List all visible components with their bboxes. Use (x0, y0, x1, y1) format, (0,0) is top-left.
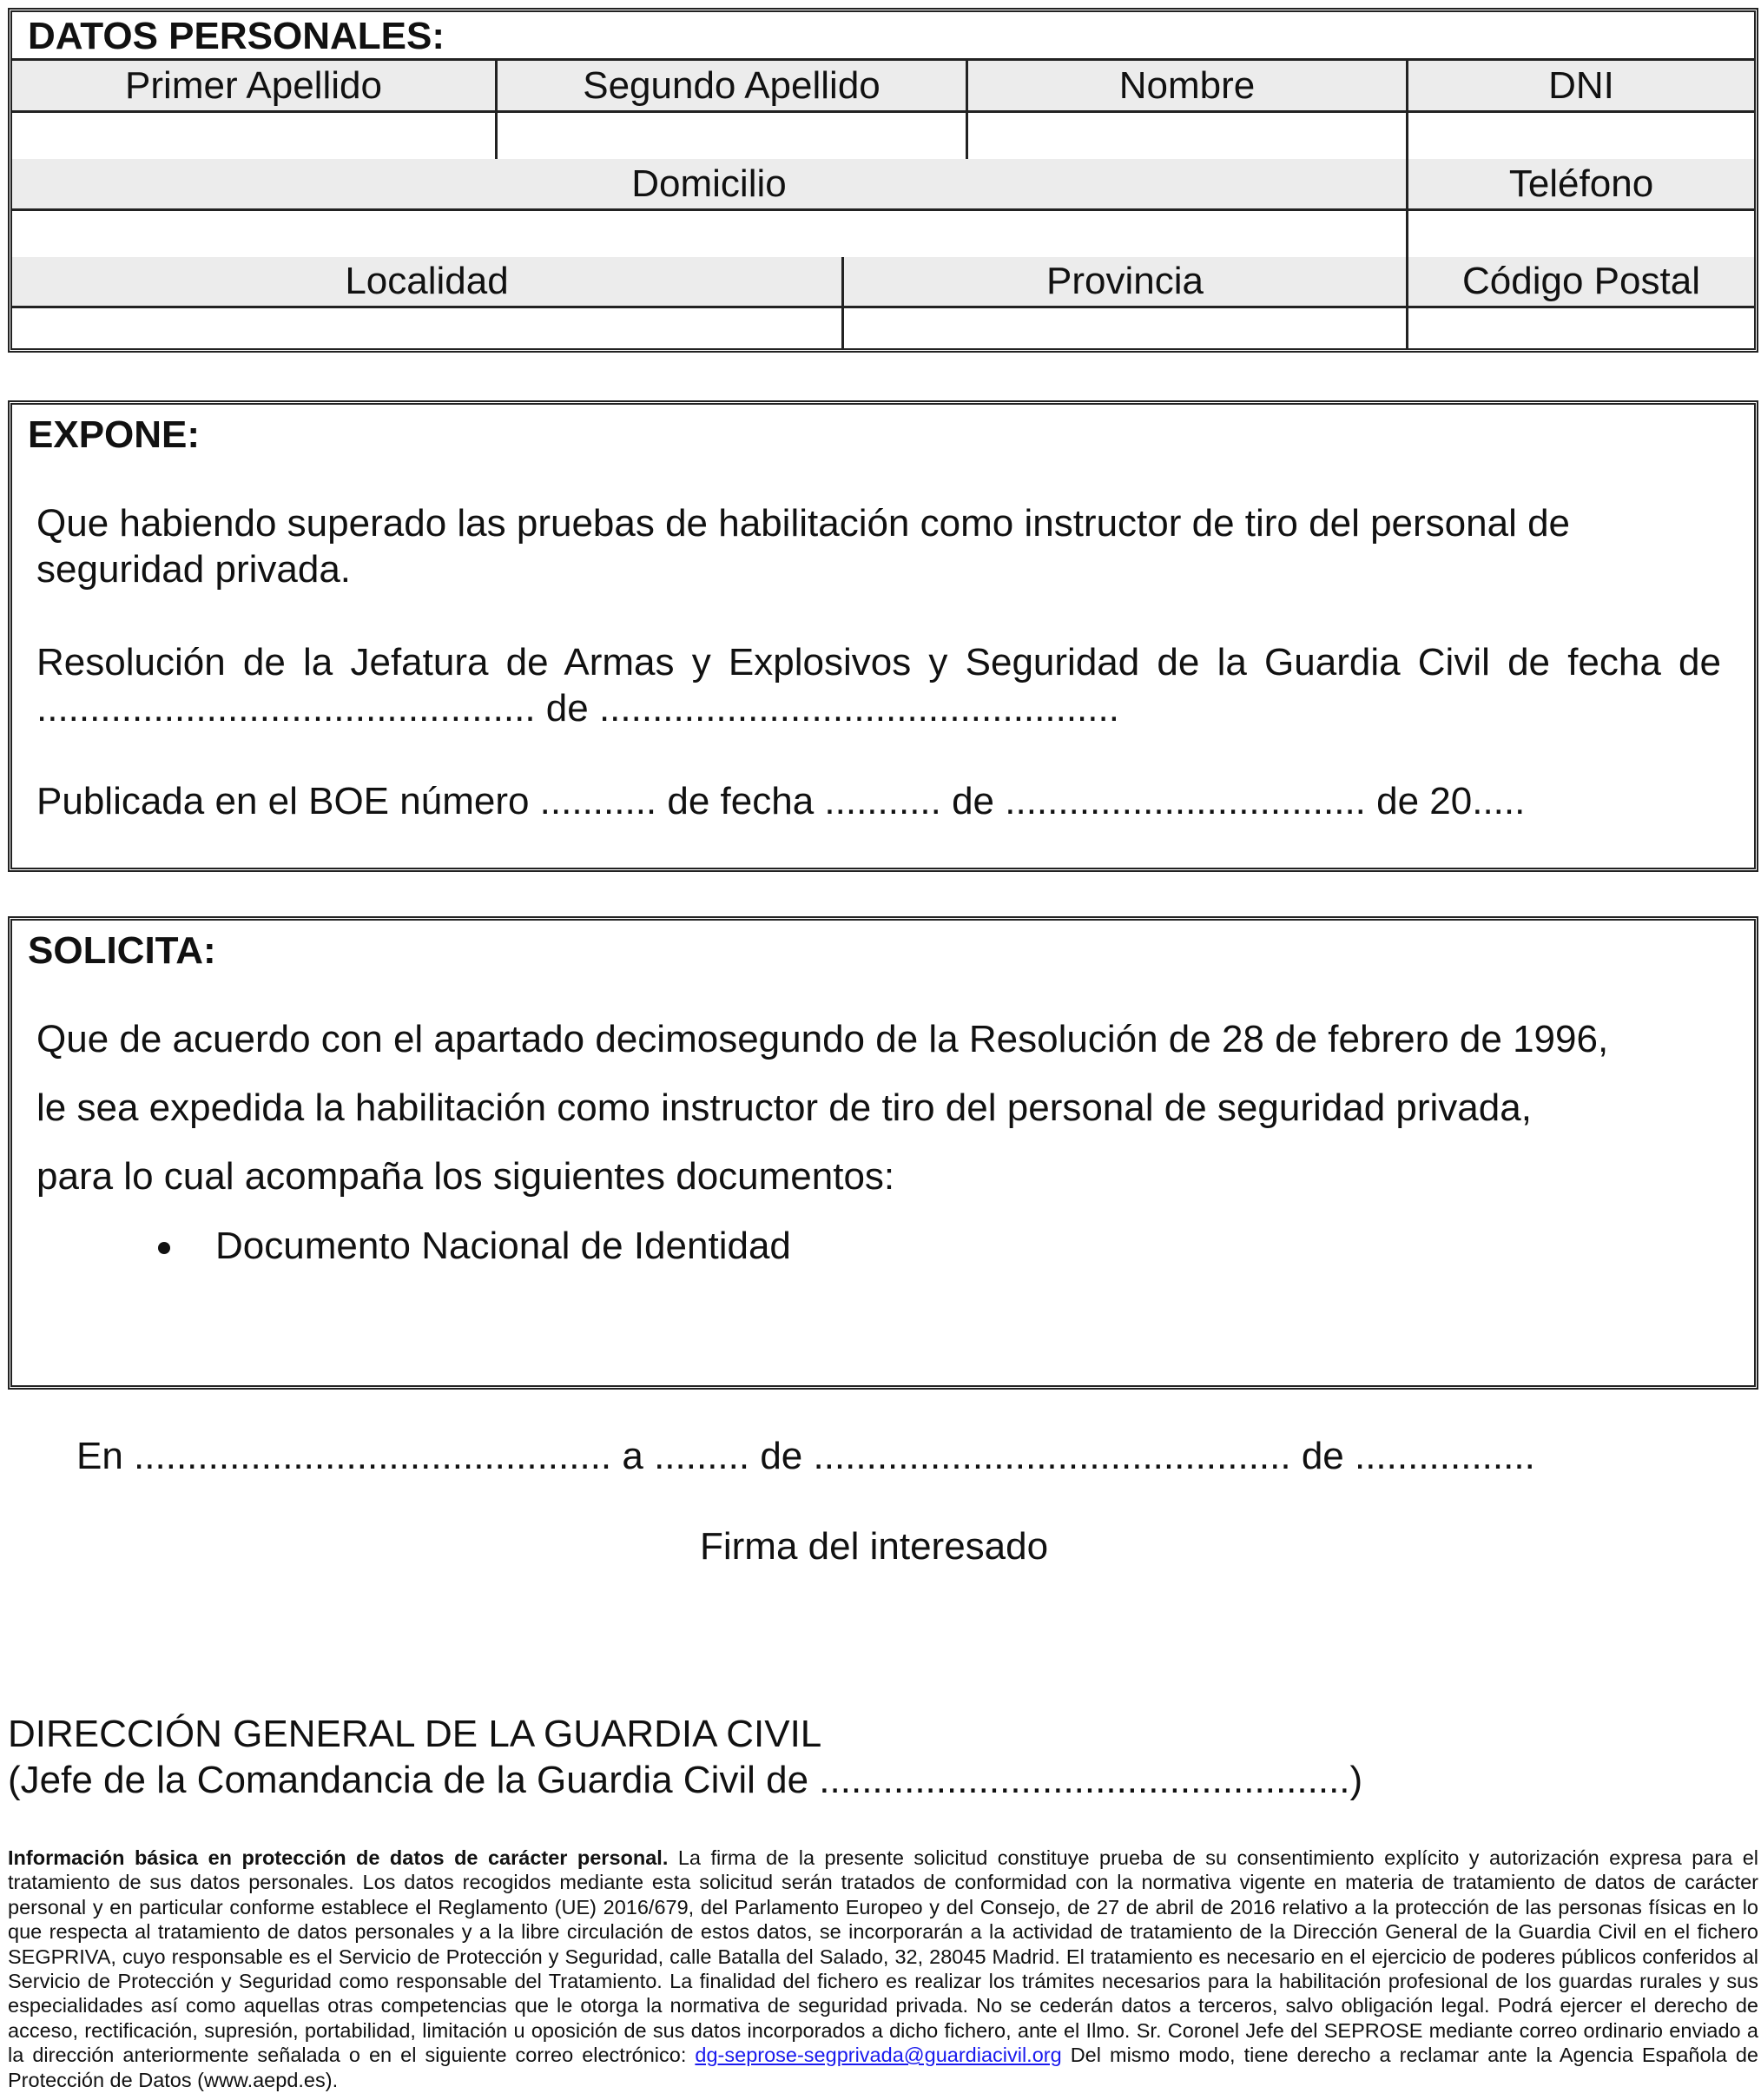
nombre-field[interactable] (966, 110, 1406, 159)
solicita-line-1: Que de acuerdo con el apartado decimosegundo de la Resolución de 28 de febrero de 1996, (36, 1018, 1609, 1060)
document-label: Documento Nacional de Identidad (215, 1225, 791, 1267)
addressee-line-2: (Jefe de la Comandancia de la Guardia Civil de ..................................................) (8, 1759, 1363, 1801)
expone-paragraph-2: Resolución de la Jefatura de Armas y Explosivos y Seguridad de la Guardia Civil de fecha de ............................................... de ................................................. (36, 641, 1721, 730)
domicilio-field[interactable] (12, 208, 1406, 257)
provincia-header: Provincia (841, 257, 1406, 306)
signature-label: Firma del interesado (700, 1525, 1049, 1568)
codigo-postal-field[interactable] (1406, 306, 1754, 348)
segundo-apellido-header: Segundo Apellido (495, 61, 966, 110)
dni-field[interactable] (1406, 110, 1754, 159)
solicita-title: SOLICITA: (28, 929, 216, 972)
input-row-location (12, 306, 1754, 348)
expone-title: EXPONE: (28, 413, 201, 456)
data-protection-notice (8, 1846, 1758, 2092)
input-row-address (12, 208, 1754, 260)
solicita-line-2: le sea expedida la habilitación como instructor de tiro del personal de seguridad privada, (36, 1086, 1532, 1129)
input-row-names (12, 110, 1754, 162)
provincia-field[interactable] (841, 306, 1406, 348)
primer-apellido-header: Primer Apellido (12, 61, 495, 110)
expone-paragraph-3: Publicada en el BOE número ........... de fecha ........... de .................................. de 20..... (36, 780, 1526, 822)
solicita-section (8, 916, 1758, 1390)
primer-apellido-field[interactable] (12, 110, 495, 159)
email-link[interactable]: dg-seprose-segprivada@guardiacivil.org (695, 2044, 1062, 2067)
codigo-postal-header: Código Postal (1406, 257, 1754, 306)
telefono-field[interactable] (1406, 208, 1754, 257)
bullet-icon (158, 1242, 170, 1254)
nombre-header: Nombre (966, 61, 1406, 110)
header-row-location (12, 257, 1754, 308)
dni-header: DNI (1406, 61, 1754, 110)
expone-section (8, 400, 1758, 872)
personal-data-table (8, 8, 1758, 353)
addressee-line-1: DIRECCIÓN GENERAL DE LA GUARDIA CIVIL (8, 1713, 822, 1755)
telefono-header: Teléfono (1406, 159, 1754, 208)
localidad-header: Localidad (12, 257, 841, 306)
domicilio-header: Domicilio (12, 159, 1406, 208)
expone-paragraph-1: Que habiendo superado las pruebas de habilitación como instructor de tiro del personal de seguridad privada. (36, 502, 1571, 591)
notice-heading: Información básica en protección de datos de carácter personal. (8, 1846, 669, 1869)
segundo-apellido-field[interactable] (495, 110, 966, 159)
notice-body: La firma de la presente solicitud constituye prueba de su consentimiento explícito y autorización expresa para el tratamiento de sus datos personales. Los datos recogidos mediante esta solicitud serán tratados de conformidad con la normativa vigente en materia de tratamiento de datos de carácter personal y en particular conforme establece el Reglamento (UE) 2016/679, del Parlamento Europeo y del Consejo, de 27 de abril de 2016 relativo a la protección de las personas físicas en lo que respecta al tratamiento de datos personales y a la libre circulación de estos datos, se incorporarán a la actividad de tratamiento de la Dirección General de la Guardia Civil en el fichero SEGPRIVA, cuyo responsable es el Servicio de Protección y Seguridad, calle Batalla del Salado, 32, 28045 Madrid. El tratamiento es necesario en el ejercicio de poderes públicos conferidos al Servicio de Protección y Seguridad como responsable del Tratamiento. La finalidad del fichero es realizar los trámites necesarios para la habilitación profesional de los guardas rurales y sus especialidades así como aquellas otras competencias que le otorga la normativa de seguridad privada. No se cederán datos a terceros, salvo obligación legal. Podrá ejercer el derecho de acceso, rectificación, supresión, portabilidad, limitación u oposición de sus datos incorporados a dicho fichero, ante el Ilmo. Sr. Coronel Jefe del SEPROSE mediante correo ordinario enviado a la dirección anteriormente señalada o en el siguiente correo electrónico: (8, 1846, 1758, 2067)
place-date-line: En ............................................. a ......... de ............................................. de ................. (76, 1435, 1535, 1477)
header-row-names (12, 61, 1754, 113)
solicita-line-3: para lo cual acompaña los siguientes documentos: (36, 1155, 895, 1198)
notice-tail: Del mismo modo, tiene derecho a reclamar ante la Agencia Española de Protección de Datos (www.aepd.es). (8, 2044, 1758, 2091)
localidad-field[interactable] (12, 306, 841, 348)
personal-data-title: DATOS PERSONALES: (12, 12, 1754, 61)
header-row-address (12, 159, 1754, 211)
